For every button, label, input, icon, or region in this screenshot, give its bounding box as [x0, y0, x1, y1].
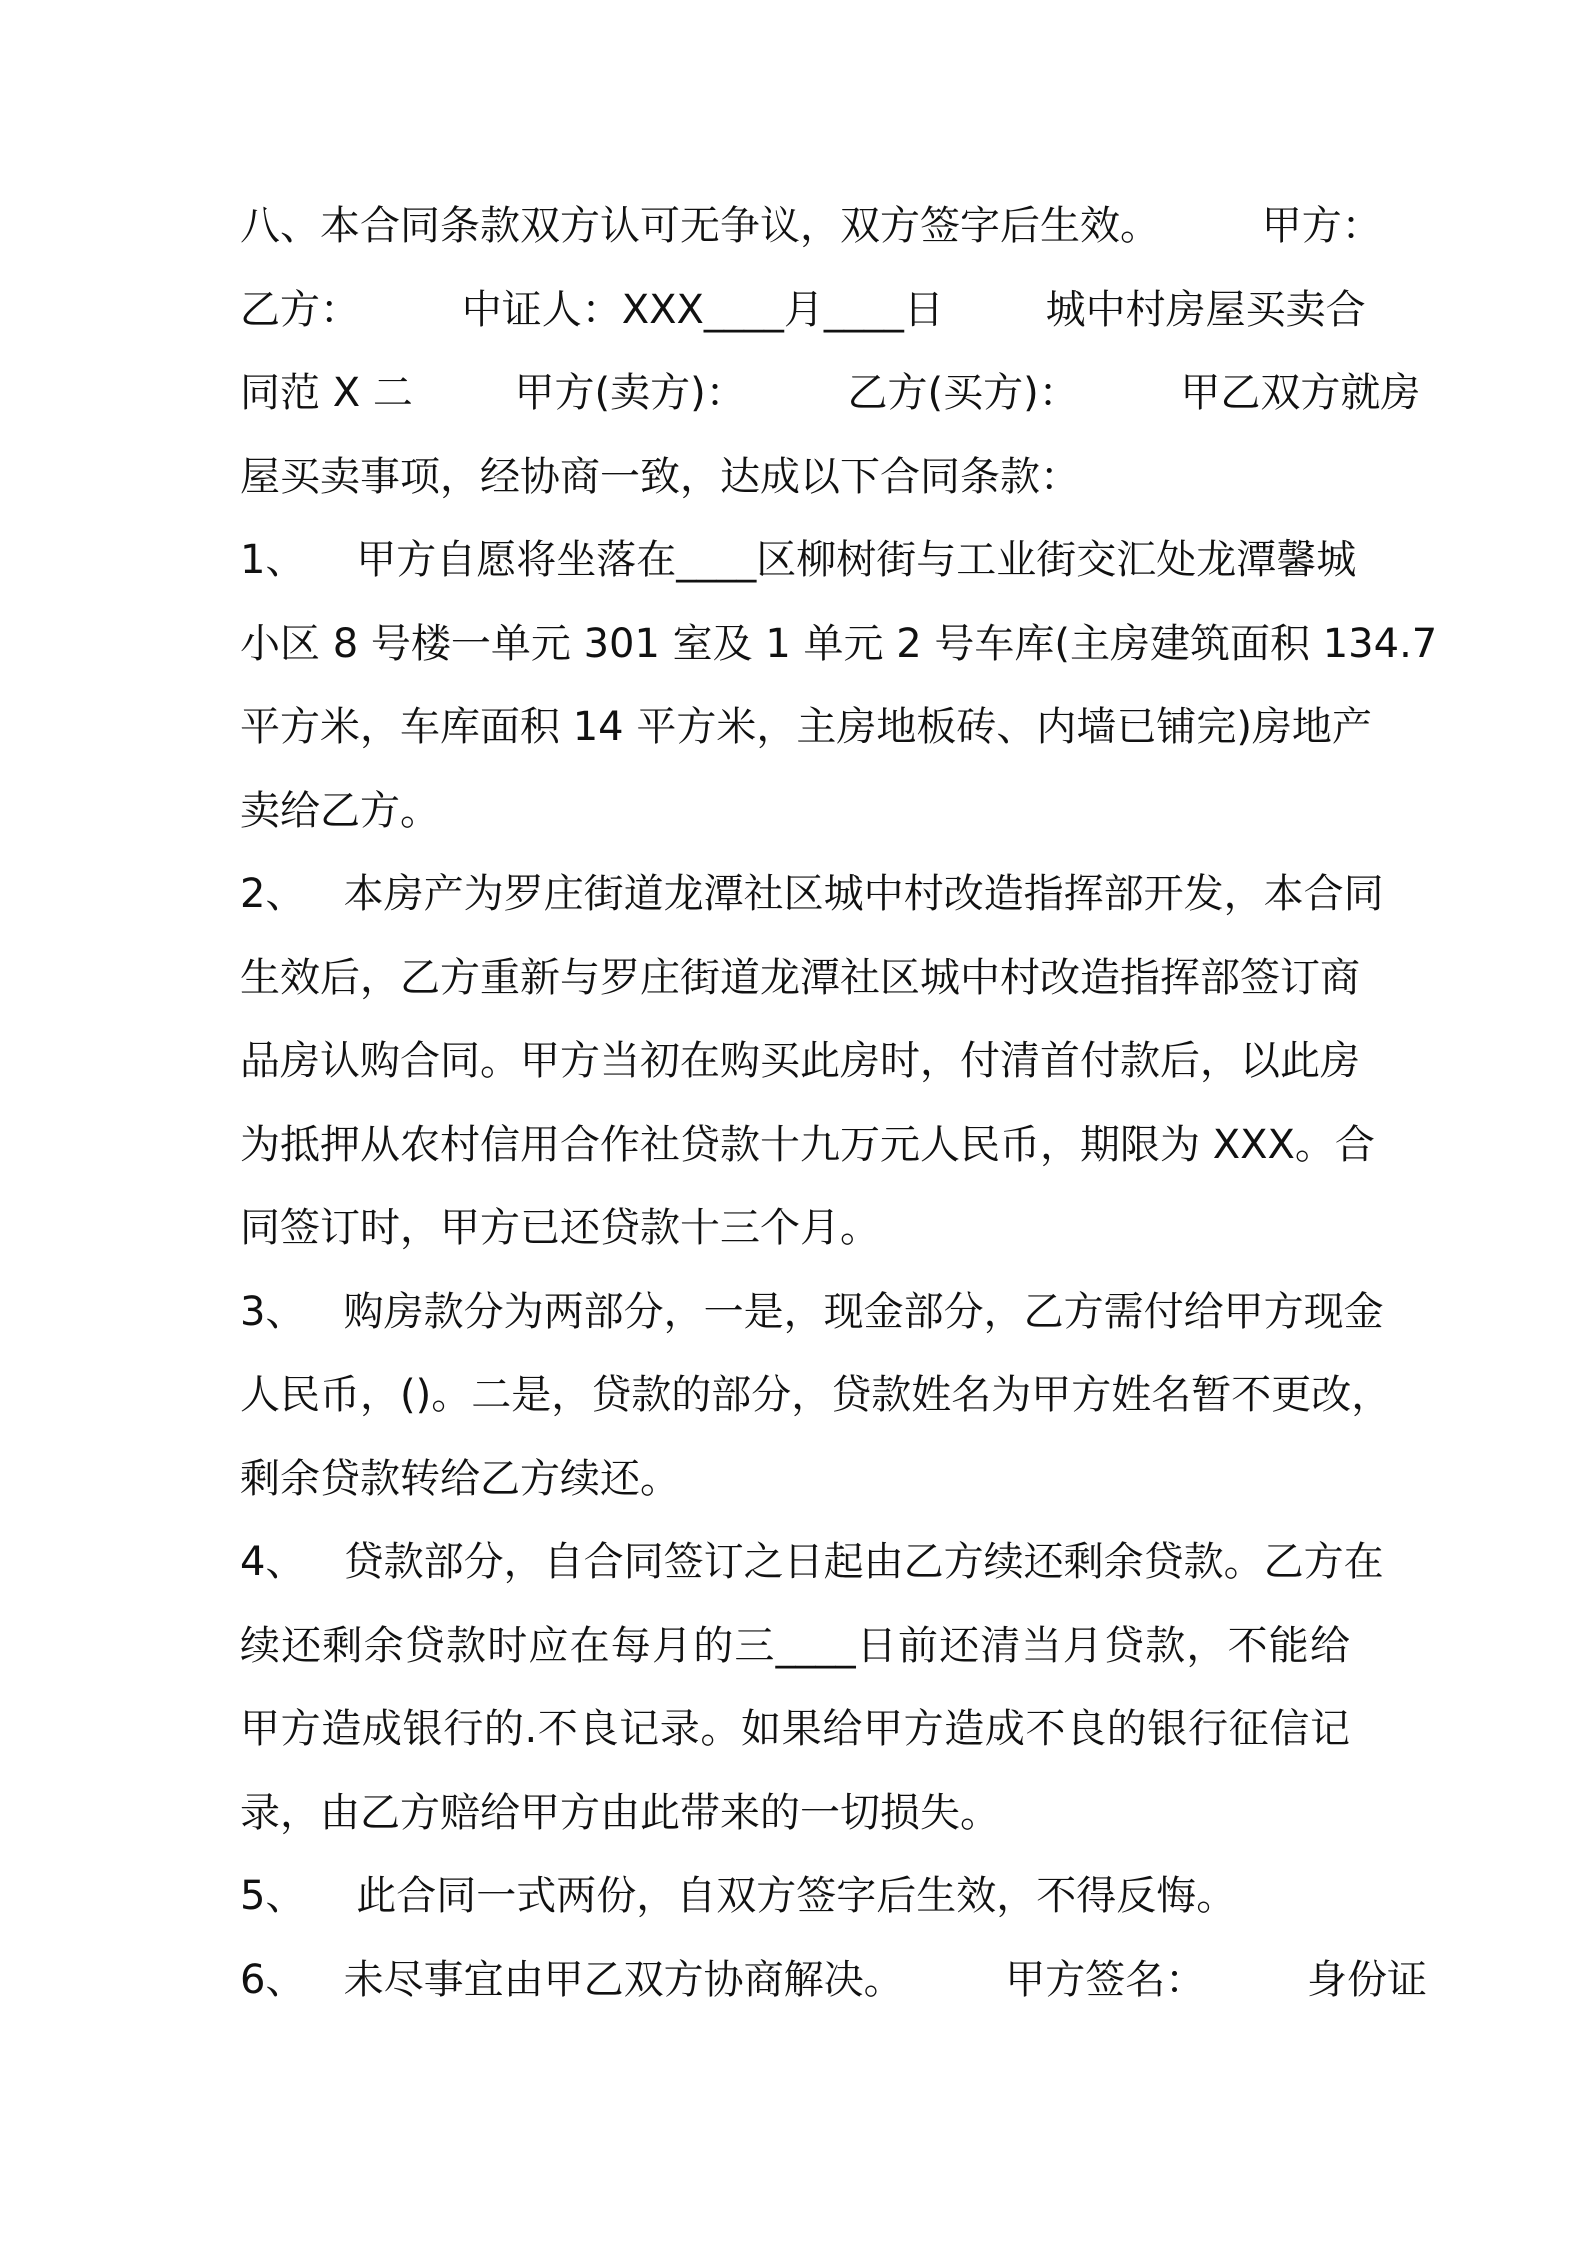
text-line: 续还剩余贷款时应在每月的三____日前还清当月贷款，不能给	[240, 1622, 1350, 1669]
text-line: 屋买卖事项，经协商一致，达成以下合同条款：	[240, 453, 1080, 500]
text-line: 5、 此合同一式两份，自双方签字后生效，不得反悔。	[240, 1873, 1237, 1919]
text-line: 为抵押从农村信用合作社贷款十九万元人民币，期限为 XXX。合	[240, 1121, 1375, 1168]
text-line: 1、 甲方自愿将坐落在____区柳树街与工业街交汇处龙潭馨城	[240, 537, 1357, 583]
text-line: 生效后，乙方重新与罗庄街道龙潭社区城中村改造指挥部签订商	[240, 954, 1360, 1001]
text-line: 小区 8 号楼一单元 301 室及 1 单元 2 号车库(主房建筑面积 134.7	[240, 620, 1438, 667]
text-line: 6、 未尽事宜由甲乙双方协商解决。 甲方签名： 身份证	[240, 1956, 1428, 2003]
text-line: 乙方： 中证人：XXX____月____日 城中村房屋买卖合	[240, 286, 1366, 333]
text-line: 甲方造成银行的.不良记录。如果给甲方造成不良的银行征信记	[240, 1706, 1350, 1752]
text-line: 4、 贷款部分，自合同签订之日起由乙方续还剩余贷款。乙方在	[240, 1539, 1384, 1585]
text-line: 平方米，车库面积 14 平方米，主房地板砖、内墙已铺完)房地产	[240, 704, 1372, 750]
text-line: 人民币，()。二是，贷款的部分，贷款姓名为甲方姓名暂不更改，	[240, 1372, 1392, 1418]
text-line: 录，由乙方赔给甲方由此带来的一切损失。	[240, 1789, 1000, 1836]
text-line: 品房认购合同。甲方当初在购买此房时，付清首付款后，以此房	[240, 1038, 1360, 1084]
text-line: 卖给乙方。	[240, 787, 440, 834]
text-line: 3、 购房款分为两部分，一是，现金部分，乙方需付给甲方现金	[240, 1288, 1384, 1335]
text-line: 同签订时，甲方已还贷款十三个月。	[240, 1205, 880, 1251]
text-line: 2、 本房产为罗庄街道龙潭社区城中村改造指挥部开发，本合同	[240, 871, 1384, 917]
text-line: 八、本合同条款双方认可无争议，双方签字后生效。 甲方：	[240, 203, 1382, 249]
text-line: 剩余贷款转给乙方续还。	[240, 1455, 680, 1502]
text-line: 同范 X 二 甲方(卖方)： 乙方(买方)： 甲乙双方就房	[240, 370, 1421, 416]
document-body	[240, 185, 1438, 2022]
